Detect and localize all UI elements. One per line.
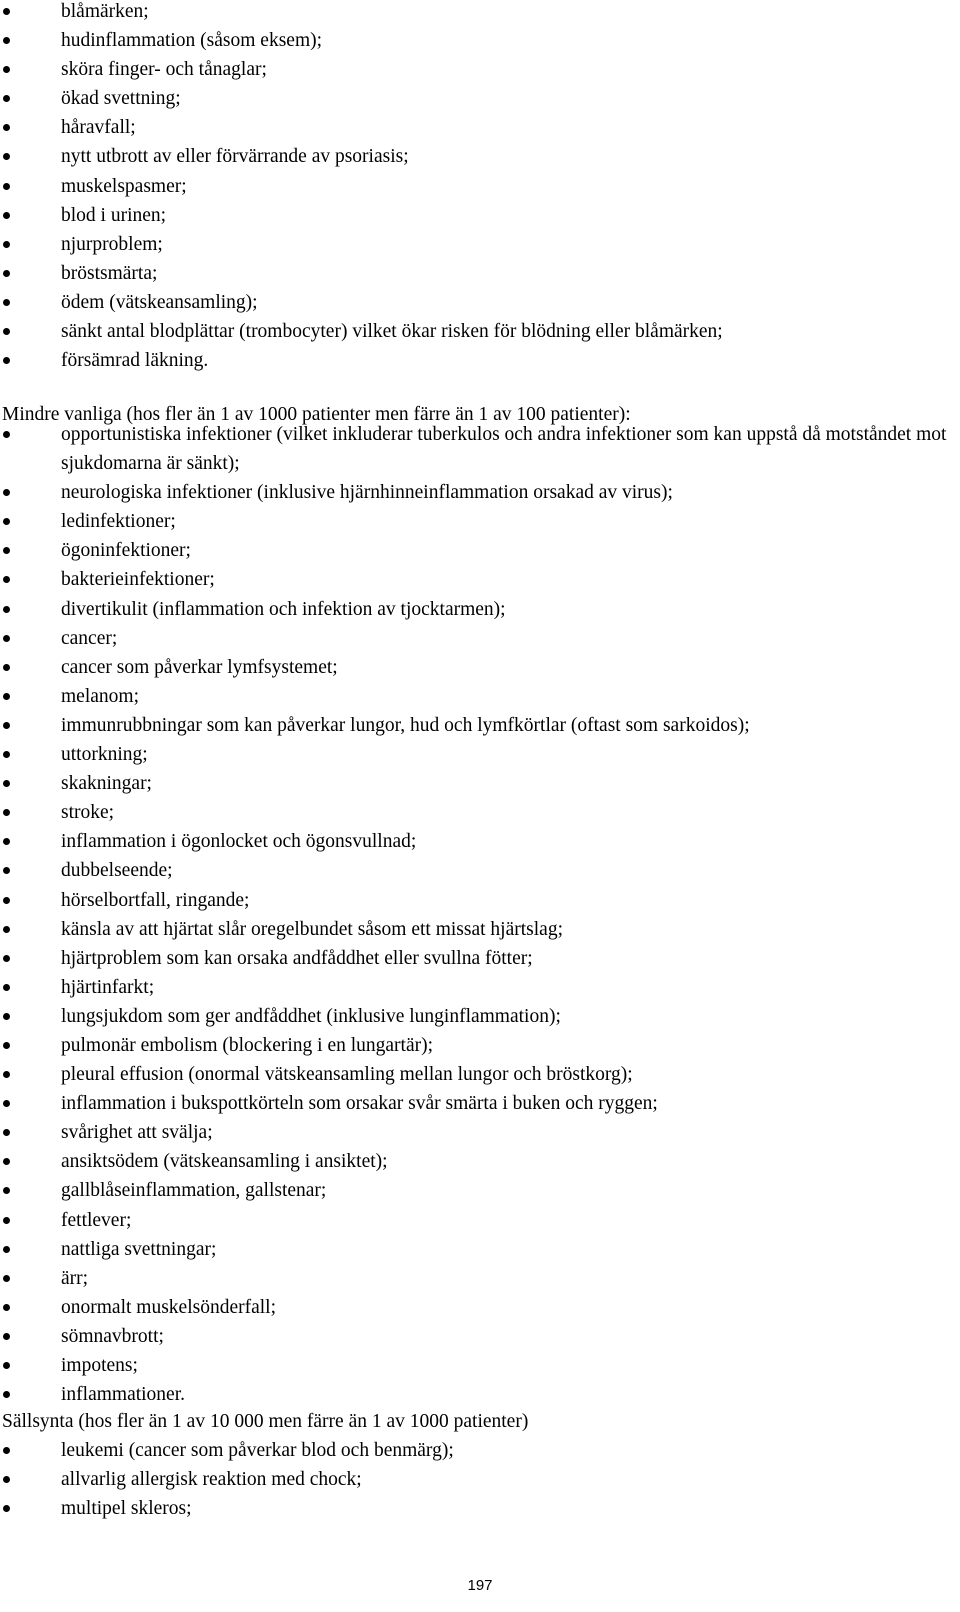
- list-item: hjärtinfarkt;: [0, 973, 960, 1002]
- list-item: divertikulit (inflammation och infektion av tjocktarmen);: [0, 595, 960, 624]
- list-item: stroke;: [0, 798, 960, 827]
- list-item: bröstsmärta;: [0, 259, 960, 288]
- list-item: nytt utbrott av eller förvärrande av psoriasis;: [0, 142, 960, 171]
- list-item: försämrad läkning.: [0, 346, 960, 375]
- list-item: opportunistiska infektioner (vilket inkluderar tuberkulos och andra infektioner som kan uppstå då motståndet mot sjukdomarna är sänkt);: [0, 420, 960, 478]
- rare-section-heading: Sällsynta (hos fler än 1 av 10 000 men färre än 1 av 1000 patienter): [2, 1411, 529, 1432]
- list-item: neurologiska infektioner (inklusive hjärnhinneinflammation orsakad av virus);: [0, 478, 960, 507]
- common-side-effects-list: [0, 0, 960, 375]
- list-item: ödem (vätskeansamling);: [0, 288, 960, 317]
- list-item: uttorkning;: [0, 740, 960, 769]
- list-item: skakningar;: [0, 769, 960, 798]
- list-item: bakterieinfektioner;: [0, 565, 960, 594]
- list-item: ögoninfektioner;: [0, 536, 960, 565]
- list-item: inflammation i bukspottkörteln som orsakar svår smärta i buken och ryggen;: [0, 1089, 960, 1118]
- uncommon-side-effects-list: [0, 420, 960, 1409]
- list-item: gallblåseinflammation, gallstenar;: [0, 1176, 960, 1205]
- list-item: immunrubbningar som kan påverkar lungor, hud och lymfkörtlar (oftast som sarkoidos);: [0, 711, 960, 740]
- list-item: ärr;: [0, 1264, 960, 1293]
- list-item: lungsjukdom som ger andfåddhet (inklusive lunginflammation);: [0, 1002, 960, 1031]
- list-item: sköra finger- och tånaglar;: [0, 55, 960, 84]
- list-item: leukemi (cancer som påverkar blod och benmärg);: [0, 1436, 960, 1465]
- rare-side-effects-list: [0, 1436, 960, 1523]
- list-item: njurproblem;: [0, 230, 960, 259]
- list-item: ledinfektioner;: [0, 507, 960, 536]
- list-item: blåmärken;: [0, 0, 960, 26]
- list-item: allvarlig allergisk reaktion med chock;: [0, 1465, 960, 1494]
- list-item: sänkt antal blodplättar (trombocyter) vilket ökar risken för blödning eller blåmärken;: [0, 317, 960, 346]
- list-item: svårighet att svälja;: [0, 1118, 960, 1147]
- list-item: håravfall;: [0, 113, 960, 142]
- list-item: impotens;: [0, 1351, 960, 1380]
- list-item: nattliga svettningar;: [0, 1235, 960, 1264]
- list-item: inflammation i ögonlocket och ögonsvullnad;: [0, 827, 960, 856]
- list-item: sömnavbrott;: [0, 1322, 960, 1351]
- list-item: blod i urinen;: [0, 201, 960, 230]
- list-item: muskelspasmer;: [0, 172, 960, 201]
- list-item: hudinflammation (såsom eksem);: [0, 26, 960, 55]
- list-item: cancer som påverkar lymfsystemet;: [0, 653, 960, 682]
- uncommon-section-heading: Mindre vanliga (hos fler än 1 av 1000 patienter men färre än 1 av 100 patienter):: [2, 404, 631, 425]
- list-item: fettlever;: [0, 1206, 960, 1235]
- list-item: multipel skleros;: [0, 1494, 960, 1523]
- list-item: känsla av att hjärtat slår oregelbundet såsom ett missat hjärtslag;: [0, 915, 960, 944]
- list-item: ökad svettning;: [0, 84, 960, 113]
- list-item: cancer;: [0, 624, 960, 653]
- list-item: ansiktsödem (vätskeansamling i ansiktet);: [0, 1147, 960, 1176]
- list-item: hörselbortfall, ringande;: [0, 886, 960, 915]
- list-item: pleural effusion (onormal vätskeansamling mellan lungor och bröstkorg);: [0, 1060, 960, 1089]
- list-item: onormalt muskelsönderfall;: [0, 1293, 960, 1322]
- list-item: inflammationer.: [0, 1380, 960, 1409]
- list-item: pulmonär embolism (blockering i en lungartär);: [0, 1031, 960, 1060]
- page-number: 197: [467, 1577, 493, 1594]
- list-item: dubbelseende;: [0, 856, 960, 885]
- list-item: hjärtproblem som kan orsaka andfåddhet eller svullna fötter;: [0, 944, 960, 973]
- list-item: melanom;: [0, 682, 960, 711]
